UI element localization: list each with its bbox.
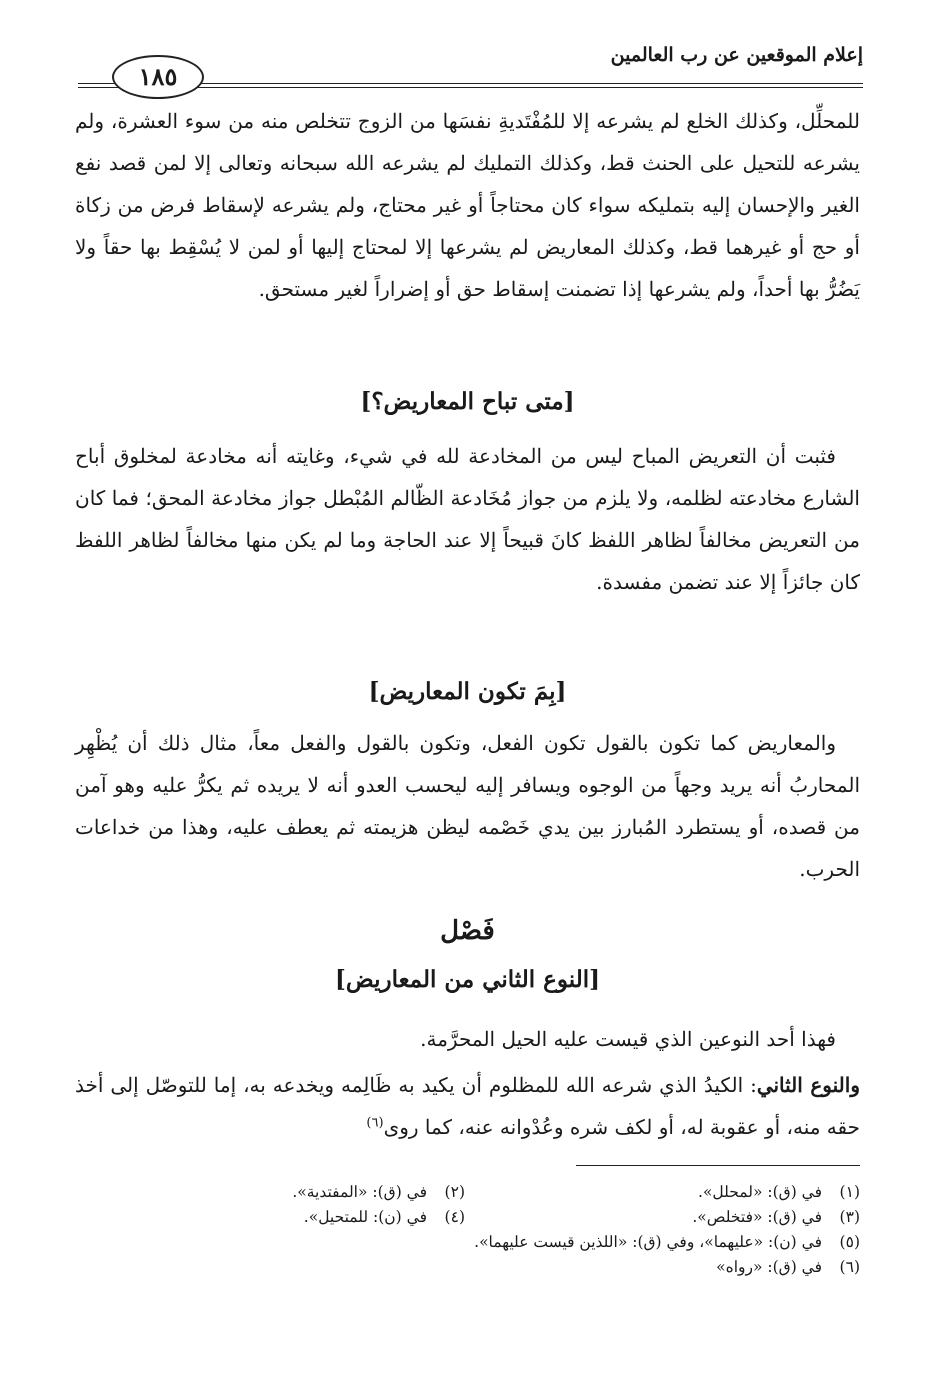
footnote-text: في (ن): «عليهما»، وفي (ق): «اللذين قيست عليهما». <box>474 1233 822 1251</box>
paragraph-1 <box>75 100 860 310</box>
paragraph-4-text: فهذا أحد النوعين الذي قيست عليه الحيل المحرَّمة. <box>420 1027 836 1051</box>
footnote-row <box>75 1180 860 1205</box>
footnote-number: (٦) <box>839 1258 860 1276</box>
footnote-number: (١) <box>839 1183 860 1201</box>
footnote-3 <box>465 1205 860 1230</box>
footnote-text: في (ق): «فتخلص». <box>692 1208 822 1226</box>
running-title: إعلام الموقعين عن رب العالمين <box>610 44 863 66</box>
page-number: ١٨٥ <box>112 55 204 99</box>
footnote-6 <box>716 1258 860 1276</box>
paragraph-2 <box>75 435 860 603</box>
paragraph-5 <box>75 1064 860 1148</box>
footnote-text: في (ن): للمتحيل». <box>303 1208 427 1226</box>
paragraph-5-text: : الكيدُ الذي شرعه الله للمظلوم أن يكيد به ظَالِمه ويخدعه به، إما للتوصّل إلى أخذ حقه منه، أو عقوبة له، أو لكف شره وعُدْوانه عنه، كما روى <box>75 1073 860 1139</box>
footnote-number: (٣) <box>839 1208 860 1226</box>
footnote-row <box>75 1230 860 1255</box>
chapter-heading-fasl: فَصْل <box>440 916 495 946</box>
section-heading-when-permitted: [متى تباح المعاريض؟] <box>360 388 575 415</box>
section-heading-second-type: [النوع الثاني من المعاريض] <box>335 966 600 993</box>
footnote-number: (٤) <box>444 1208 465 1226</box>
paragraph-3-text: والمعاريض كما تكون بالقول تكون الفعل، وتكون بالقول والفعل معاً، مثال ذلك أن يُظْهِر المحاربُ أنه يريد وجهاً من الوجوه ويسافر إليه ليحسب العدو أنه لا يريده ثم يكرُّ عليه وهو آمن من قصده، أو يستطرد المُبارز بين يدي خَصْمه ليظن هزيمته ثم يعطف عليه، وهذا من خداعات الحرب. <box>75 731 860 881</box>
footnote-5 <box>474 1233 860 1251</box>
footnote-text: في (ق): «لمحلل». <box>698 1183 822 1201</box>
footnote-rule <box>576 1165 860 1166</box>
footnote-1 <box>465 1180 860 1205</box>
paragraph-3 <box>75 722 860 890</box>
paragraph-1-text: للمحلِّل، وكذلك الخلع لم يشرعه إلا للمُفْتَديةِ نفسَها من الزوج تتخلص منه من سوء العشرة، ولم يشرعه للتحيل على الحنث قط، وكذلك التمليك لم يشرعه الله سبحانه وتعالى إلا لمن قصد نفع الغير والإحسان إليه بتمليكه سواء كان محتاجاً أو غير محتاج، ولم يشرعه لإسقاط فرض من زكاة أو حج أو غيرهما قط، وكذلك المعاريض لم يشرعها إلا لمحتاج إليها أو لمن لا يُسْقِط بها حقاً ولا يَضُرُّ بها أحداً، ولم يشرعها إذا تضمنت إسقاط حق أو إضراراً لغير مستحق. <box>75 109 860 301</box>
footnote-4 <box>70 1205 465 1230</box>
footnote-row <box>75 1205 860 1230</box>
paragraph-2-text: فثبت أن التعريض المباح ليس من المخادعة لله في شيء، وغايته أنه مخادعة لمخلوق أباح الشارع مخادعته لظلمه، ولا يلزم من جواز مُخَادعة الظّالم المُبْطل جواز مخادعة المحق؛ فما كان من التعريض مخالفاً لظاهر اللفظ كانَ قبيحاً إلا عند الحاجة وما لم يكن منها مخالفاً لظاهر اللفظ كان جائزاً إلا عند تضمن مفسدة. <box>75 444 860 594</box>
footnote-mark-6: (٦) <box>366 1115 384 1131</box>
paragraph-5-lead: والنوع الثاني <box>756 1073 860 1097</box>
footnote-text: في (ق): «رواه» <box>716 1258 822 1276</box>
paragraph-4 <box>75 1018 860 1060</box>
section-heading-how-made: [بِمَ تكون المعاريض] <box>368 678 567 705</box>
footnote-number: (٥) <box>839 1233 860 1251</box>
footnote-2 <box>70 1180 465 1205</box>
footnote-number: (٢) <box>444 1183 465 1201</box>
footnote-row <box>75 1255 860 1280</box>
footnote-text: في (ق): «المفتدية». <box>292 1183 427 1201</box>
footnotes <box>75 1180 860 1280</box>
